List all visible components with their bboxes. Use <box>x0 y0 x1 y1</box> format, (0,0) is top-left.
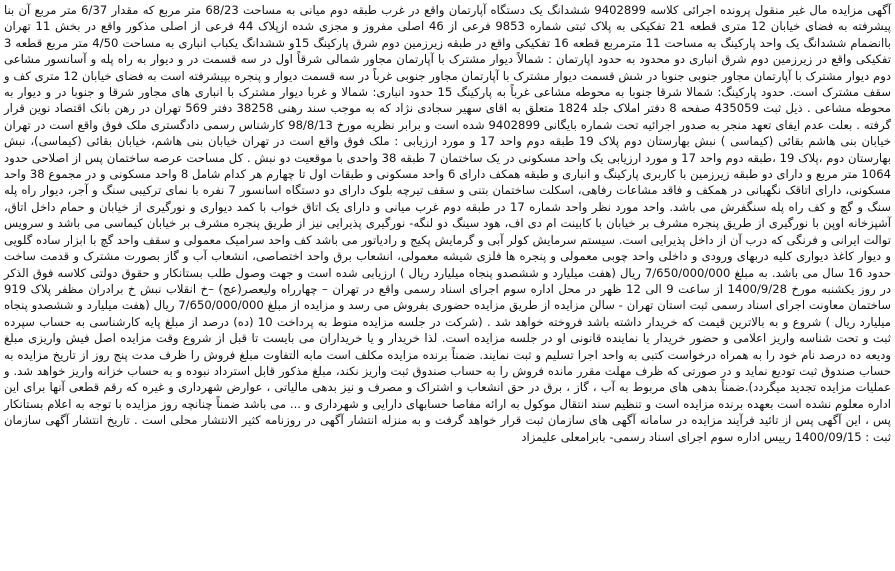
auction-notice-text: آگهی مزایده مال غیر منقول پرونده اجرائی کلاسه 9402899 ششدانگ یک دستگاه آپارتمان واقع در غرب طبقه دوم میانی به مساحت 68/23 متر مربع که مقدار 6/37 متر مربع آن بنا پیشرفته به فضای خیابان 12 متری قطعه 21 تفکیکی به پلاک ثبتی شماره 9853 فرعی از 46 اصلی مفروز و مجزی شده ازپلاک 44 فرعی از اصلی مذکور واقع در بخش 11 تهران باانضمام ششدانگ یک واحد پارکینگ به مساحت 11 مترمربع قطعه 16 تفکیکی واقع در طبقه زیرزمین دوم شرق پارکینگ 15و ششدانگ یکباب انباری به مساحت 4/50 متر مربع قطعه 3 تفکیکی واقع در زیرزمین دوم شرق انباری دو محدود به حدود اپارتمان : شمالاً دیوار مشترک با آپارتمان مجاور شمالی شرقاً اول در سه قسمت در و دیوار به راه پله و آسانسور مشاعی دوم دیوار مشترک با آپارتمان مجاور جنوبی جنوبا در شش قسمت دیوار مشترک با آپارتمان مجاور جنوبی غرباً در سه قسمت دیوار و پنجره بپیشرفته است به فضای خیابان 12 متری کف و سقف مشترک است. حدود پارکینگ: شمالا شرقا جنوبا به محوطه مشاعی غرباً به پارکینگ 15 حدود انباری: شمالا و غربا دیوار مشترک با انباری های مجاور شرقا و جنوبا در و دیوار به محوطه مشاعی . ذیل ثبت 435059 صفحه 8 دفتر املاک جلد 1824 متعلق به اقای سهیر سجادی نژاد که به موجب سند رهنی 38258 دفتر 569 تهران در رهن بانک اقتصاد نوین قرار گرفته . بعلت عدم ایفای تعهد منجر به صدور اجرائیه تحت شماره بایگانی 9402899 شده است و برابر نظریه مورخ 98/8/13 کارشناس رسمی دادگستری ملک فوق واقع است در تهران خیابان بنی هاشم بقائی (کیماسی ) نبش بهارستان دوم پلاک 19 طبقه دوم واحد 17 و مورد ارزیابی : ملک فوق واقع است در تهران خیابان بنی هاشم، خیابان بقائی (کیماسی)، نبش بهارستان دوم ،پلاک 19 ،طبقه دوم واحد 17 و مورد ارزیابی یک واحد مسکونی در یک ساختمان 7 طبقه 38 واحدی با موقعیت دو نبش . کل مساحت عرصه ساختمان پس از اصلاحی حدود 1064 متر مربع و دارای دو طبقه زیرزمین با کاربری پارکینگ و انباری و طبقه همکف دارای 6 واحد مسکونی و طبقات اول تا چهارم هر کدام شامل 8 واحد مسکونی و در مجموع 38 واحد مسکونی، دارای اتاقک نگهبانی در همکف و فاقد مشاعات رفاهی، اسکلت ساختمان بتنی و سقف تیرچه بلوک دارای دو دستگاه اسانسور 7 نفره با نمای ترکیبی سنگ و آجر، دیوار راه پله سنگ و گچ و کف راه پله سنگفرش می باشد. واحد مورد نظر واحد شماره 17 در طبقه دوم غرب میانی و دارای یک اتاق خواب با کمد دیواری و نورگیری از خیابان و حمام داخل اتاق، آشپزخانه اوپن با نورگیری از طریق پنجره مشرف بر خیابان با کابینت ام دی اف، هود سینگ دو لنگه- نورگیری پذیرایی نیز از طریق پنجره مشرف بر خیابان کیماسی می باشد و سرویس توالت ایرانی و فرنگی که درب آن از داخل پذیرایی است. سیستم سرمایش کولر آبی و گرمایش پکیج و رادیاتور می باشد کف واحد سرامیک معمولی و سقف واحد گچ با ابزار ساده گلویی و دیوار کاغذ دیواری کلیه دربهای ورودی و داخلی واحد چوبی معمولی و پنجره ها فلزی شیشه معمولی، انشعاب برق واحد اختصاصی، انشعاب آب و گاز بصورت مشترک و قدمت ساخت حدود 16 سال می باشد. به مبلغ 7/650/000/000 ریال (هفت میلیارد و ششصدو پنجاه میلیارد ریال ) ارزیابی شده است و جهت وصول طلب بستانکار و حقوق دولتی کلاسه فوق الذکر در روز یکشنبه مورخ 1400/9/28 از ساعت 9 الی 12 ظهر در محل اداره سوم اجرای اسناد رسمی واقع در تهران – چهارراه ولیعصر(عج) –خ انقلاب نبش خ برادران مظفر پلاک 919 ساختمان معاونت اجرای اسناد رسمی ثبت استان تهران - سالن مزایده از طریق مزایده حضوری بفروش می رسد و مزایده از مبلغ 7/650/000/000 ریال (هفت میلیارد و ششصدو پنجاه میلیارد ریال ) شروع و به بالاترین قیمت که خریدار داشته باشد فروخته خواهد شد . (شرکت در جلسه مزایده منوط به پرداخت 10 (ده) درصد از مبلغ پایه کارشناسی به حساب سپرده ثبت و تحت شناسه واریز اعلامی و حضور خریدار یا نماینده قانونی او در جلسه مزایده است. لذا خریدار و یا خریداران می بایست تا قبل از شروع وقت مزایده اصل فیش واریزی مبلغ ودیعه ده درصد نام خود را به همراه درخواست کتبی به واحد اجرا تسلیم و ثبت نمایند. ضمناً برنده مزایده مکلف است مابه التفاوت مبلغ فروش را ظرف مدت پنج روز از تاریخ مزایده به حساب صندوق ثبت تودیع نماید و در صورتی که ظرف مهلت مقرر مانده فروش را به حساب صندوق ثبت واریز نکند، مبلغ مذکور قابل استرداد نبوده و به حساب خزانه واریز خواهد شد. و عملیات مزایده تجدید میگردد).ضمناً بدهی های مربوط به آب ، گاز ، برق در حق انشعاب و اشتراک و مصرف و نیز بدهی مالیاتی ، عوارض شهرداری و غیره که رقم قطعی آنها برای این اداره معلوم نشده است بعهده برنده مزایده است و تنظیم سند انتقال موکول به ارائه مفاصا حسابهای دارایی و شهرداری و ... می باشد ضمناً چنانچه روز مزایده با توجه به اعلام بستانکار پس ، این آگهی پس از تائید فرآیند مزایده در سامانه آگهی های سازمان ثبت قرار خواهد گرفت و به منزله انتشار آگهی در روزنامه کثیر الانتشار محلی است . تاریخ انتشار آگهی سازمان ثبت : 1400/09/15 رییس اداره سوم اجرای اسناد رسمی- بابرامعلی علیمزاد <box>4 3 892 444</box>
